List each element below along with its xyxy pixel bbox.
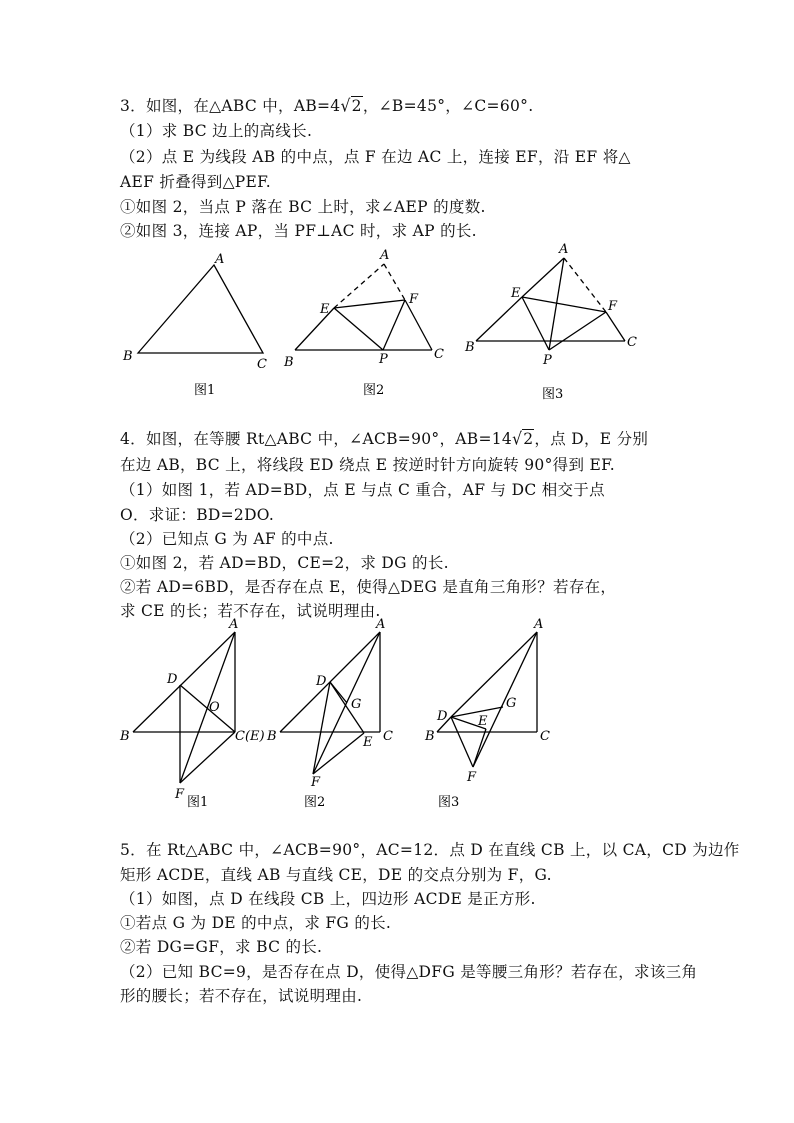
q3-fig3-caption: 图3	[542, 387, 564, 402]
q4-fig2-caption: 图2	[304, 795, 326, 810]
q3-fig2-label-C: C	[434, 347, 444, 362]
q5-line-7: 形的腰长；若不存在，试说明理由.	[120, 987, 363, 1005]
q4-fig3-label-F: F	[467, 770, 477, 785]
q3-fig3-label-B: B	[465, 340, 475, 355]
q4-fig2-label-G: G	[351, 697, 362, 712]
q4-line-7: ②若 AD=6BD，是否存在点 E，使得△DEG 是直角三角形？若存在，	[120, 578, 617, 596]
q4-line-6: ①如图 2，若 AD=BD，CE=2，求 DG 的长.	[120, 554, 449, 572]
q4-fig2-label-E: E	[363, 735, 373, 750]
q4-fig2-diagram	[280, 632, 380, 774]
q4-fig3-diagram	[437, 632, 537, 767]
q5-line-3: （1）如图，点 D 在线段 CB 上，四边形 ACDE 是正方形.	[120, 890, 536, 908]
q4-fig1-label-B: B	[120, 729, 130, 744]
q4-fig1-AF	[180, 632, 235, 783]
q3-fig3-label-P: P	[543, 353, 552, 368]
q3-fig3-label-F: F	[608, 299, 618, 314]
q3-line-5: ①如图 2，当点 P 落在 BC 上时，求∠AEP 的度数.	[120, 198, 486, 216]
q5-line-4: ①若点 G 为 DE 的中点，求 FG 的长.	[120, 914, 392, 932]
q5-line-5: ②若 DG=GF，求 BC 的长.	[120, 938, 323, 956]
q3-fig2-label-A: A	[380, 248, 390, 263]
q4-fig2-label-C: C	[383, 729, 393, 744]
q3-fig1-label-A: A	[215, 252, 225, 267]
q4-fig3-label-B: B	[425, 729, 435, 744]
q4-fig1-label-F: F	[175, 787, 185, 802]
q4-line-2: 在边 AB，BC 上，将线段 ED 绕点 E 按逆时针方向旋转 90°得到 EF.	[120, 456, 615, 474]
q4-fig1-diagram	[133, 632, 235, 783]
q4-fig1-AB	[133, 632, 235, 732]
q3-fig2-caption: 图2	[363, 383, 385, 398]
q3-line-6: ②如图 3，连接 AP，当 PF⊥AC 时，求 AP 的长.	[120, 222, 477, 240]
q4-fig2-FE	[313, 733, 364, 774]
q4-fig2-label-D: D	[316, 674, 327, 689]
q3-fig1-caption: 图1	[194, 383, 216, 398]
sqrt-symbol: √2	[512, 429, 534, 449]
q4-fig3-AB	[451, 632, 537, 717]
q3-line-3: （2）点 E 为线段 AB 的中点，点 F 在边 AC 上，连接 EF，沿 EF 将△	[120, 148, 631, 166]
q3-fig1-label-B: B	[123, 349, 133, 364]
q5-line-1: 5．在 Rt△ABC 中，∠ACB=90°，AC=12．点 D 在直线 CB 上，以 CA，CD 为边作	[120, 841, 740, 859]
q4-fig3-DF	[451, 717, 473, 767]
q3-fig2-label-P: P	[379, 352, 388, 367]
q3-fig2-label-F: F	[409, 292, 419, 307]
q3-fig3-label-C: C	[627, 335, 637, 350]
q4-line-3: （1）如图 1，若 AD=BD，点 E 与点 C 重合，AF 与 DC 相交于点	[120, 481, 605, 499]
q3-line-2: （1）求 BC 边上的高线长.	[120, 122, 313, 140]
q3-fig2-label-E: E	[320, 302, 330, 317]
q4-line-8: 求 CE 的长；若不存在，试说明理由.	[120, 602, 381, 620]
q4-fig3-EF	[473, 729, 486, 767]
q4-fig2-label-A: A	[376, 617, 386, 632]
q5-line-2: 矩形 ACDE，直线 AB 与直线 CE，DE 的交点分别为 F，G.	[120, 866, 552, 884]
q4-fig3-label-E: E	[478, 714, 488, 729]
q4-fig3-label-G: G	[506, 696, 517, 711]
q4-fig2-label-F: F	[311, 775, 321, 790]
q3-line-1-pre: 3．如图，在△ABC 中，AB=4	[120, 97, 341, 115]
q4-fig2-DG	[330, 682, 347, 703]
q4-fig1-label-A: A	[229, 617, 239, 632]
q4-fig3-caption: 图3	[438, 795, 460, 810]
q3-fig3-label-A: A	[559, 242, 569, 257]
q4-fig1-label-O: O	[209, 700, 220, 715]
q3-fig3-label-E: E	[511, 286, 521, 301]
q4-line-4: O．求证：BD=2DO.	[120, 506, 275, 524]
q4-fig1-caption: 图1	[187, 795, 209, 810]
q4-fig2-label-B: B	[267, 729, 277, 744]
q4-fig1-label-CE: C(E)	[235, 729, 265, 744]
q4-fig3-label-C: C	[540, 729, 550, 744]
q4-line-1-post: ，点 D，E 分别	[534, 430, 649, 448]
q3-fig2-label-B: B	[284, 355, 294, 370]
q4-fig3-AF	[473, 632, 537, 767]
q4-line-5: （2）已知点 G 为 AF 的中点.	[120, 530, 334, 548]
q4-fig3-label-A: A	[534, 617, 544, 632]
q3-line-4: AEF 折叠得到△PEF.	[120, 173, 272, 191]
q4-fig3-label-D: D	[437, 709, 448, 724]
q4-line-1-pre: 4．如图，在等腰 Rt△ABC 中，∠ACB=90°，AB=14	[120, 430, 513, 448]
sqrt-symbol: √2	[340, 96, 362, 116]
q3-fig1-label-C: C	[257, 357, 267, 372]
q4-fig1-label-D: D	[167, 672, 178, 687]
q3-line-1-post: ，∠B=45°，∠C=60°.	[362, 97, 534, 115]
q5-line-6: （2）已知 BC=9，是否存在点 D，使得△DFG 是等腰三角形？若存在，求该三角	[120, 963, 698, 981]
q4-fig1-FC	[180, 732, 235, 783]
